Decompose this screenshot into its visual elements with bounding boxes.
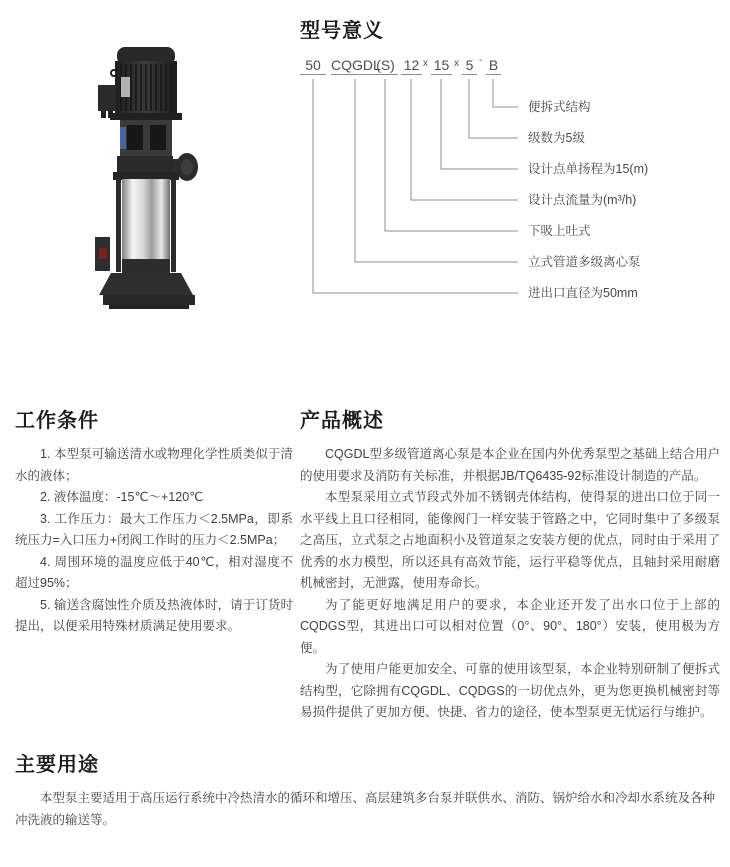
main-uses-body: [15, 788, 715, 831]
working-conditions-body: [15, 444, 293, 638]
model-code-label-flow: 设计点流量为(m³/h): [528, 193, 637, 207]
model-code-separator-x1: x: [423, 58, 428, 69]
overview-paragraph: 本型泵采用立式节段式外加不锈钢壳体结构，使得泵的进出口位于同一水平线上且口径相同，能像阀门一样安装于管路之中，它同时集中了多级泵之高压，立式泵之占地面积小及管道泵之安装方便的优点，同时由于采用了优秀的水力模型，所以还具有高效节能，运行平稳等优点，且轴封采用耐磨机械密封，无泄露，使用寿命长。: [300, 490, 720, 590]
pump-product-image: [95, 45, 207, 321]
connector-line-series: [355, 79, 518, 262]
model-code-label-head: 设计点单扬程为15(m): [528, 162, 649, 176]
working-condition-item: 2. 液体温度：-15℃～+120℃: [40, 490, 204, 504]
model-code-part-structure: B: [486, 57, 501, 75]
model-code-separator-x2: x: [454, 58, 459, 69]
main-uses-title: 主要用途: [15, 754, 99, 776]
product-overview-title: 产品概述: [300, 410, 384, 432]
main-uses-section: [15, 748, 715, 831]
connector-line-flow: [411, 79, 518, 200]
model-code-label-suction: 下吸上吐式: [528, 224, 591, 238]
connector-line-diameter: [313, 79, 518, 293]
model-code-label-diameter: 进出口直径为50mm: [528, 286, 638, 300]
product-overview-body: [300, 444, 720, 724]
model-code-label-stages: 级数为5级: [528, 131, 585, 145]
vertical-multistage-pump-illustration: [95, 45, 207, 321]
model-code-part-flow: 12: [401, 57, 422, 75]
model-meaning-section: [300, 14, 728, 309]
model-code-label-series: 立式管道多级离心泵: [528, 255, 641, 269]
connector-line-structure: [493, 79, 518, 107]
connector-line-suction: [385, 79, 518, 231]
model-code-part-head: 15: [431, 57, 452, 75]
working-conditions-title: 工作条件: [15, 410, 99, 432]
model-code-part-stages: 5: [462, 57, 477, 75]
model-code-part-series: CQGDL: [331, 57, 381, 73]
model-meaning-title: 型号意义: [300, 20, 384, 42]
model-code-part-suction: (S): [373, 57, 398, 75]
product-overview-section: [300, 404, 720, 724]
model-code-label-structure: 便拆式结构: [528, 100, 591, 114]
model-code-part-diameter: 50: [300, 57, 326, 75]
overview-paragraph: 为了使用户能更加安全、可靠的使用该型泵，本企业特别研制了便拆式结构型，它除拥有CQGDL、CQDGS的一切优点外，更为您更换机械密封等易损件提供了更加方便、快捷、省力的途径，使本型泵更无忧运行与维护。: [300, 662, 720, 719]
model-code-diagram: [300, 57, 728, 309]
model-code-connector-lines: [300, 57, 728, 309]
connector-line-head: [441, 79, 518, 169]
model-code-separator-dash: -: [479, 55, 483, 66]
overview-paragraph: CQGDL型多级管道离心泵是本企业在国内外优秀泵型之基础上结合用户的使用要求及消防有关标准，并根据JB/TQ6435-92标准设计制造的产品。: [300, 447, 720, 483]
working-conditions-section: [15, 404, 293, 638]
overview-paragraph: 为了能更好地满足用户的要求，本企业还开发了出水口位于上部的CQDGS型，其进出口可以相对位置（0°、90°、180°）安装，使用极为方便。: [300, 597, 720, 655]
working-condition-item: 1. 本型泵可输送清水或物理化学性质类似于清水的液体；: [15, 447, 293, 483]
main-uses-paragraph: 本型泵主要适用于高压运行系统中冷热清水的循环和增压、高层建筑多台泵并联供水、消防、锅炉给水和冷却水系统及各种冲洗液的输送等。: [15, 791, 716, 827]
working-condition-item: 3. 工作压力：最大工作压力＜2.5MPa，即系统压力=入口压力+闭阀工作时的压力＜2.5MPa；: [15, 511, 293, 547]
working-condition-item: 4. 周围环境的温度应低于40℃，相对湿度不超过95%；: [15, 554, 293, 590]
working-condition-item: 5. 输送含腐蚀性介质及热液体时，请于订货时提出，以便采用特殊材质满足使用要求。: [15, 597, 293, 633]
